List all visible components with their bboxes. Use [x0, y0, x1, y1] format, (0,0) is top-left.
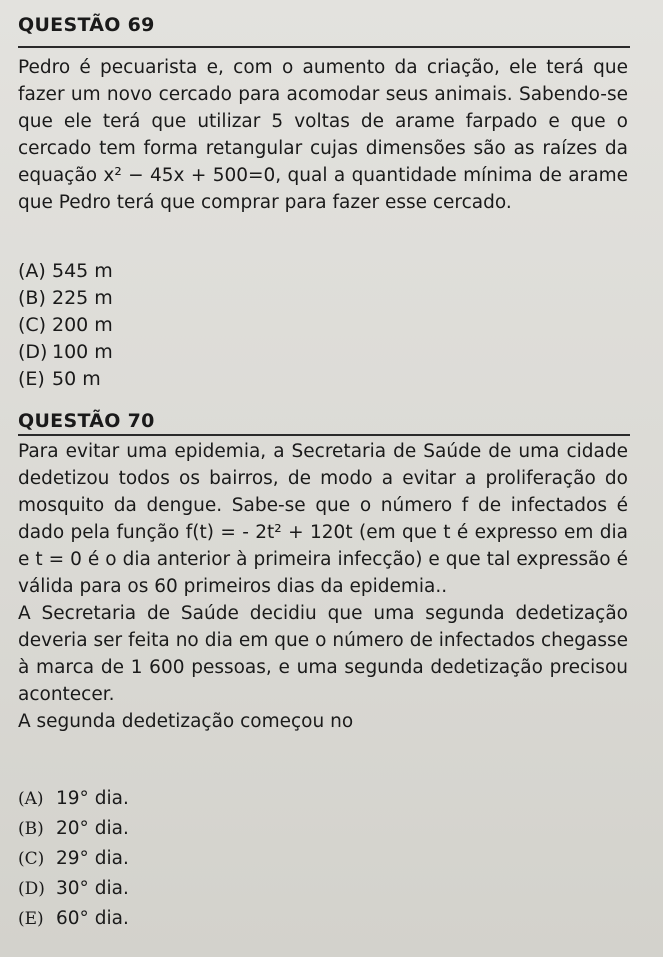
option-letter: (C): [18, 314, 47, 336]
option-text: dia.: [94, 908, 129, 929]
option-text: dia.: [94, 818, 129, 839]
question-70-stem: [18, 438, 628, 735]
question-69-paragraph-1: Pedro é pecuarista e, com o aumento da criação, ele terá que fazer um novo cercado para acomodar seus animais. Sabendo-se que ele terá que utilizar 5 voltas de arame farpado e que o cercado tem forma retangular cujas dimensões são as raízes da equação x² − 45x + 500=0, qual a quantidade mínima de arame que Pedro terá que comprar para fazer esse cercado.: [18, 57, 628, 213]
question-70-prompt: A segunda dedetização começou no: [18, 711, 354, 732]
option-text: 100 m: [52, 341, 113, 363]
option-value: 19°: [56, 788, 89, 809]
question-69-stem: [18, 54, 628, 216]
question-69-title: QUESTÃO 69: [18, 14, 155, 36]
option-letter: (E): [18, 368, 45, 390]
option-text: dia.: [94, 848, 129, 869]
option-value: 30°: [56, 878, 89, 899]
option-d[interactable]: [18, 339, 113, 366]
option-e[interactable]: [18, 904, 129, 934]
question-70-options: [18, 784, 129, 934]
option-text: 200 m: [52, 314, 113, 336]
option-letter: (D): [18, 341, 48, 363]
option-d[interactable]: [18, 874, 129, 904]
option-e[interactable]: [18, 366, 113, 393]
option-text: 225 m: [52, 287, 113, 309]
option-text: dia.: [94, 788, 129, 809]
option-text: dia.: [94, 878, 129, 899]
option-value: 29°: [56, 848, 89, 869]
option-letter: (D): [18, 879, 45, 899]
question-70-divider: [18, 434, 630, 436]
option-text: 50 m: [52, 368, 101, 390]
option-letter: (C): [18, 849, 45, 869]
option-text: 545 m: [52, 260, 113, 282]
option-c[interactable]: [18, 312, 113, 339]
option-letter: (A): [18, 789, 44, 809]
option-value: 60°: [56, 908, 89, 929]
option-a[interactable]: [18, 258, 113, 285]
question-70-title: QUESTÃO 70: [18, 410, 155, 432]
option-letter: (E): [18, 909, 44, 929]
question-69-options: [18, 258, 113, 393]
option-letter: (A): [18, 260, 46, 282]
option-letter: (B): [18, 819, 44, 839]
question-69-divider: [18, 46, 630, 48]
question-70-paragraph-1: Para evitar uma epidemia, a Secretaria de Saúde de uma cidade dedetizou todos os bairros, de modo a evitar a proliferação do mosquito da dengue. Sabe-se que o número f de infectados é dado pela função f(t) = - 2t² + 120t (em que t é expresso em dia e t = 0 é o dia anterior à primeira infecção) e que tal expressão é válida para os 60 primeiros dias da epidemia..: [18, 441, 628, 597]
option-value: 20°: [56, 818, 89, 839]
option-a[interactable]: [18, 784, 129, 814]
option-b[interactable]: [18, 814, 129, 844]
option-letter: (B): [18, 287, 46, 309]
question-70-paragraph-2: A Secretaria de Saúde decidiu que uma segunda dedetização deveria ser feita no dia em que o número de infectados chegasse à marca de 1 600 pessoas, e uma segunda dedetização precisou acontecer.: [18, 603, 628, 705]
option-b[interactable]: [18, 285, 113, 312]
option-c[interactable]: [18, 844, 129, 874]
